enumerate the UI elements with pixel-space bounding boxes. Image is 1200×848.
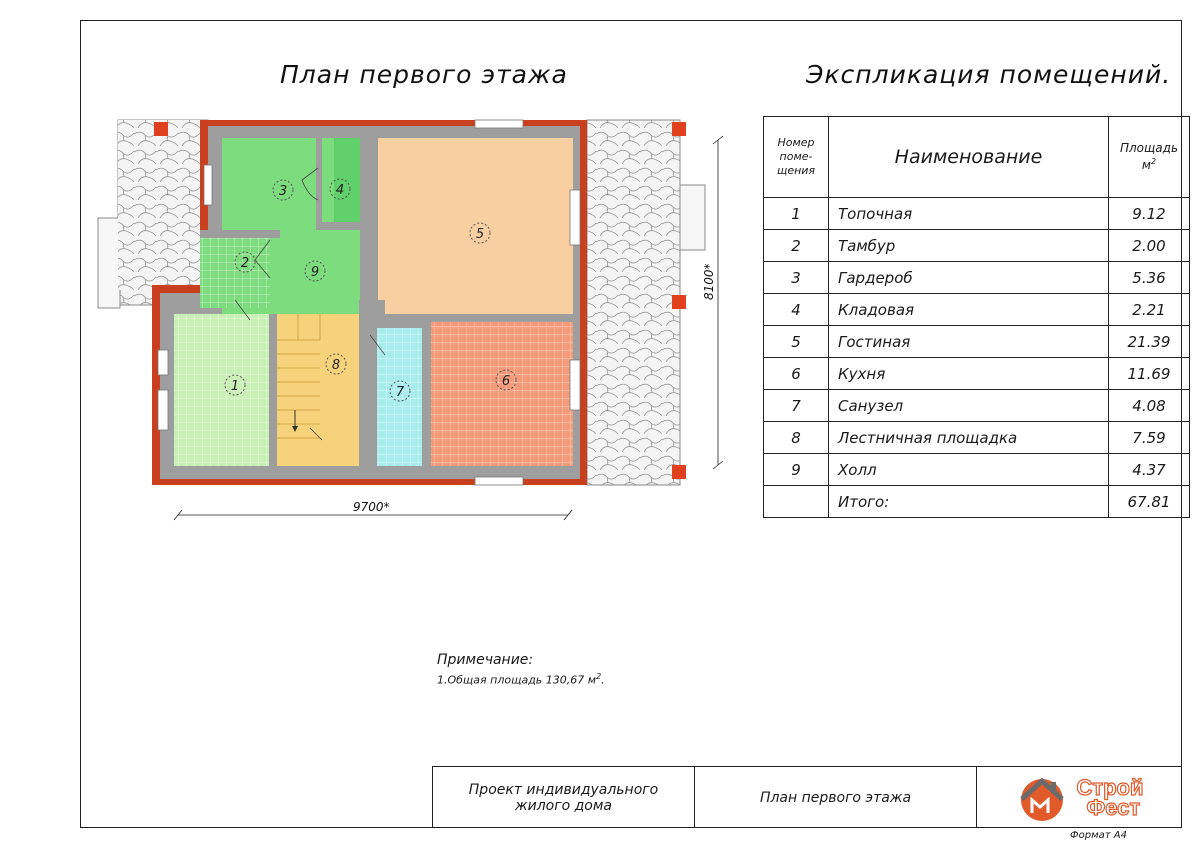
window [158,350,168,375]
room-8 [277,314,359,466]
column [672,122,686,136]
room-label-8: 8 [331,358,341,373]
window [475,120,523,128]
logo-icon [1016,773,1070,823]
room-label-9: 9 [310,265,320,280]
column [672,465,686,479]
window [570,360,580,410]
explication-title: Экспликация помещений. [806,60,1172,89]
window [158,390,168,430]
room-label-3: 3 [278,184,288,199]
table-row: 8 Лестничная площадка 7.59 [764,422,1190,454]
table-row: 5 Гостиная 21.39 [764,326,1190,358]
column [672,295,686,309]
note-text: 1.Общая площадь 130,67 $м^2$. [437,672,605,687]
height-dimension: 8100* [702,263,716,300]
plan-title: План первого этажа [280,60,568,89]
window [475,477,523,485]
right-steps [680,185,705,250]
column [154,122,168,136]
room-5 [378,138,573,314]
room-label-2: 2 [240,256,250,271]
table-row: 3 Гардероб 5.36 [764,262,1190,294]
left-steps [98,218,120,308]
table-row: 6 Кухня 11.69 [764,358,1190,390]
window [204,165,212,205]
table-row: 7 Санузел 4.08 [764,390,1190,422]
room-label-5: 5 [475,227,485,242]
title-block [432,766,1182,828]
project-name: Проект индивидуального жилого дома [433,767,695,828]
room-label-4: 4 [335,183,345,198]
header-area: Площадь $м^2$ [1109,117,1190,198]
room-label-1: 1 [230,379,240,394]
header-number: Номер поме- щения [764,117,829,198]
right-terrace [587,120,680,485]
table-row: 2 Тамбур 2.00 [764,230,1190,262]
paper-format: Формат А4 [1070,830,1127,841]
note [437,652,605,687]
explication-table [763,116,1190,518]
note-heading: Примечание: [437,652,534,668]
width-dimension: 9700* [353,500,390,514]
table-row: 1 Топочная 9.12 [764,198,1190,230]
room-label-6: 6 [501,374,511,389]
table-total-row: Итого: 67.81 [764,486,1190,518]
table-row: 4 Кладовая 2.21 [764,294,1190,326]
floor-plan [90,110,730,530]
company-logo: Строй Фест [977,767,1183,828]
room-label-7: 7 [395,385,405,400]
header-name: Наименование [829,117,1109,198]
sheet-name: План первого этажа [695,767,977,828]
table-header [764,117,1190,198]
table-row: 9 Холл 4.37 [764,454,1190,486]
door-opening [570,190,580,245]
